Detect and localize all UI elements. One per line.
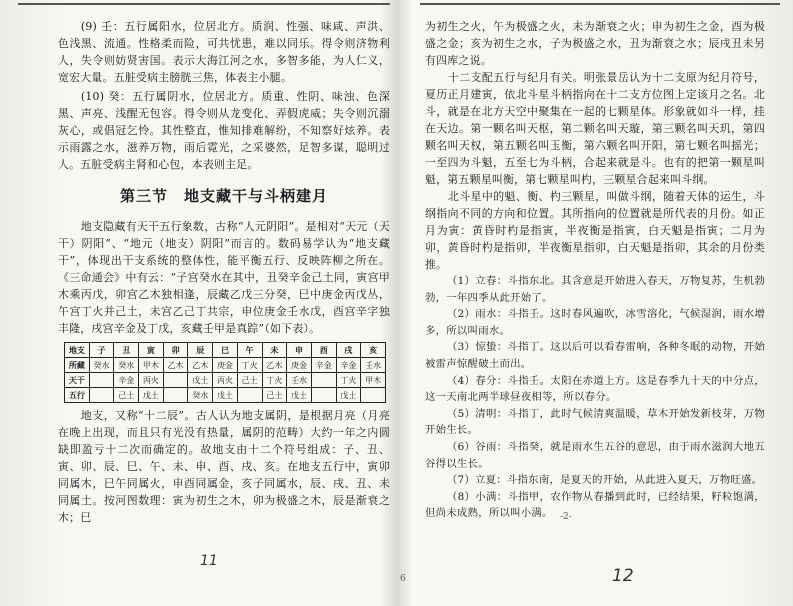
table-cell: 丑 — [114, 343, 139, 358]
paragraph-twelve-branches: 地支，又称“十二辰”。古人认为地支属阴，是根据月亮（月亮在晚上出现，而且只有光没有热量，属阴的范畴）大约一年之内圆缺即盈亏十二次而确定的。故地支由十二个符号组成：子、丑、寅、卯、辰、巳、午、未、申、酉、戌、亥。在地支五行中，寅卯同属木，巳午同属火，申酉同属金，亥子同属水，辰、戌、丑、未同属土。按河图数理：寅为初生之木，卯为极盛之木，辰是渐衰之木；巳 — [58, 409, 390, 524]
table-cell: 甲木 — [361, 373, 386, 388]
table-cell: 己土 — [237, 373, 262, 388]
table-cell: 亥 — [361, 343, 386, 358]
table-cell: 丁火 — [237, 358, 262, 373]
solar-term-item: （7）立夏：斗指东南，是夏天的开始，从此进入夏天，万物旺盛。 — [446, 474, 763, 487]
table-cell: 癸水 — [188, 388, 213, 403]
table-cell: 未 — [262, 343, 287, 358]
table-cell — [89, 388, 114, 403]
solar-term-item: （3）惊蛰：斗指丁。这以后可以看春雷响，各种冬眠的动物，开始被雷声惊醒破土而出。 — [425, 341, 765, 370]
table-row — [65, 358, 386, 373]
table-cell: 甲木 — [139, 358, 164, 373]
small-page-number: -2- — [560, 512, 572, 522]
right-page — [425, 18, 765, 522]
table-row — [65, 373, 386, 388]
table-cell: 癸水 — [89, 358, 114, 373]
table-cell: 酉 — [311, 343, 336, 358]
table-cell: 壬水 — [361, 358, 386, 373]
solar-term-item: （8）小满：斗指甲，农作物从春播到此时，已经结果，籽粒饱满，但尚未成熟，所以叫小满。 — [425, 490, 765, 520]
solar-term-item: （5）清明：斗指丁，此时气候清爽温暖，草木开始发新枝芽，万物开始生长。 — [425, 407, 765, 437]
zanggan-table — [64, 342, 386, 403]
table-row-header: 天干 — [65, 373, 90, 388]
table-cell: 戊土 — [213, 388, 238, 403]
table-cell: 辛金 — [336, 358, 361, 373]
table-row-header: 所藏 — [65, 358, 90, 373]
table-cell — [89, 373, 114, 388]
section-heading — [58, 185, 390, 206]
table-cell: 丙火 — [213, 373, 238, 388]
section-number: 第三节 — [119, 187, 168, 205]
table-cell: 己土 — [262, 388, 287, 403]
paragraph-kui: 北斗星中的魁、衡、杓三颗星，叫做斗纲，随着天体的运生，斗纲指向不同的方向和位置。其所指向的位置就是所代表的月份。如正月为寅：黄昏时杓是指寅，半夜衡是指寅，白天魁是指寅；二月为卯，黄昏时杓是指卯，半夜衡星指卯，白天魁是指卯，其余的月份类推。 — [425, 190, 765, 271]
paragraph-ren: (9) 壬：五行属阳水，位居北方。质润、性强、味咸、声洪、色浅黑、流通。性格柔而险，可共忧患，难以同乐。得令则济物利人，失令则妨贤害国。表示大海江河之水，多智多能，为人仁义，宽宏大量。五脏受病主膀胱三焦，体表主小腿。 — [58, 20, 390, 84]
solar-term-item: （6）谷雨：斗指癸，就是雨水生五谷的意思，由于雨水滋润大地五谷得以生长。 — [425, 440, 765, 470]
table-cell: 乙木 — [188, 358, 213, 373]
table-cell: 巳 — [213, 343, 238, 358]
table-cell: 子 — [89, 343, 114, 358]
paragraph-douping: 十二支配五行与纪月有关。明张景岳认为十二支原为纪月符号，夏历正月建寅，依北斗星斗柄指向在十二支方位图上定该月之名。北斗，就是在北方天空中聚集在一起的七颗星体。形象就如斗一样，挂在天边。第一颗名叫天枢，第二颗名叫天璇，第三颗名叫天玑，第四颗名叫天权，第五颗名叫玉衡，第六颗名叫开阳，第七颗名叫摇光；一至四为斗魁，五至七为斗柄，合起来就是斗。也有的把第一颗星叫魁，第五颗星叫衡，第七颗星叫杓，三颗星合起来叫斗纲。 — [425, 71, 765, 186]
table-cell — [361, 388, 386, 403]
table-row-header: 地支 — [65, 343, 90, 358]
handwritten-page-number-right: 12 — [612, 566, 634, 586]
table-row-header: 五行 — [65, 388, 90, 403]
table-cell: 寅 — [139, 343, 164, 358]
solar-term-item: （2）雨水：斗指壬。这时春风遍吹，冰雪溶化，气候湿润，雨水增多，所以叫雨水。 — [425, 308, 765, 337]
table-cell: 申 — [287, 343, 312, 358]
table-cell: 乙木 — [163, 358, 188, 373]
table-cell — [237, 388, 262, 403]
table-cell: 戊土 — [287, 388, 312, 403]
handwritten-page-number-left: 11 — [200, 553, 218, 569]
paragraph-continued: 为初生之火，午为极盛之火，未为渐衰之火；申为初生之金，酉为极盛之金；亥为初生之水，子为极盛之水，丑为渐衰之水；辰戌丑未另有四库之说。 — [425, 20, 765, 67]
center-page-number: 6 — [400, 574, 406, 584]
table-cell: 戊土 — [139, 388, 164, 403]
top-rule-right — [420, 3, 780, 5]
table-cell — [163, 373, 188, 388]
table-cell: 午 — [237, 343, 262, 358]
table-cell: 癸水 — [114, 358, 139, 373]
top-rule-left — [18, 3, 390, 5]
solar-terms-list — [425, 273, 765, 522]
solar-term-item: （1）立春：斗指东北。其含意是开始进入春天，万物复苏，生机勃勃，一年四季从此开始了。 — [425, 275, 765, 304]
section-title: 地支藏干与斗柄建月 — [184, 187, 329, 205]
table-cell: 辛金 — [114, 373, 139, 388]
table-row — [65, 343, 386, 358]
table-cell: 丁火 — [262, 373, 287, 388]
table-cell: 戌 — [336, 343, 361, 358]
table-cell: 辰 — [188, 343, 213, 358]
paragraph-zanggan: 地支隐藏有天干五行象数，古称“人元阴阳”。是相对“天元（天干）阴阳”、“地元（地支）阴阳”而言的。数码易学认为“地支藏干”，体现出干支系统的整体性，能平衡五行、反映阵柳之所在。《三命通会》中有云：“子宫癸水在其中，丑癸辛金己土同，寅宫甲木乘丙戊，卯宫乙木独相逢，辰藏乙戊三分癸，巳中庚金丙戊丛，午宫丁火并己土，未宫乙己丁共宗，申位庚金壬水戊，酉宫辛字独丰隆，戌宫辛金及丁戊，亥藏壬甲是真踪”（如下表）。 — [58, 220, 390, 335]
table-cell: 戊土 — [336, 388, 361, 403]
table-cell: 庚金 — [213, 358, 238, 373]
paragraph-gui: (10) 癸：五行属阴水，位居北方。质重、性阴、味浊、色深黑、声亮、浅醒无包容。得令则从龙变化、弄假虎威；失令则沉溺灰心，或倡冠乞怜。其性整直，惟知排难解纷，不知察好炫养。表示雨露之水，滋养万物，雨后霓光，之采婆然，足智多谋，聪明过人。五脏受病主肾和心包，本表则主足。 — [58, 90, 390, 171]
table-cell — [163, 388, 188, 403]
table-cell: 壬水 — [287, 373, 312, 388]
table-cell: 丙火 — [139, 373, 164, 388]
left-page — [58, 18, 390, 526]
table-row — [65, 388, 386, 403]
table-cell — [311, 373, 336, 388]
table-cell: 己土 — [114, 388, 139, 403]
table-cell: 乙木 — [262, 358, 287, 373]
table-cell: 戊土 — [188, 373, 213, 388]
table-cell: 卯 — [163, 343, 188, 358]
table-cell: 丁火 — [336, 373, 361, 388]
table-cell — [311, 388, 336, 403]
solar-term-item: （4）春分：斗指壬。太阳在赤道上方。这是春季九十天的中分点，这一天南北两半球昼夜相等，所以春分。 — [425, 374, 765, 404]
table-cell: 庚金 — [287, 358, 312, 373]
table-cell: 辛金 — [311, 358, 336, 373]
